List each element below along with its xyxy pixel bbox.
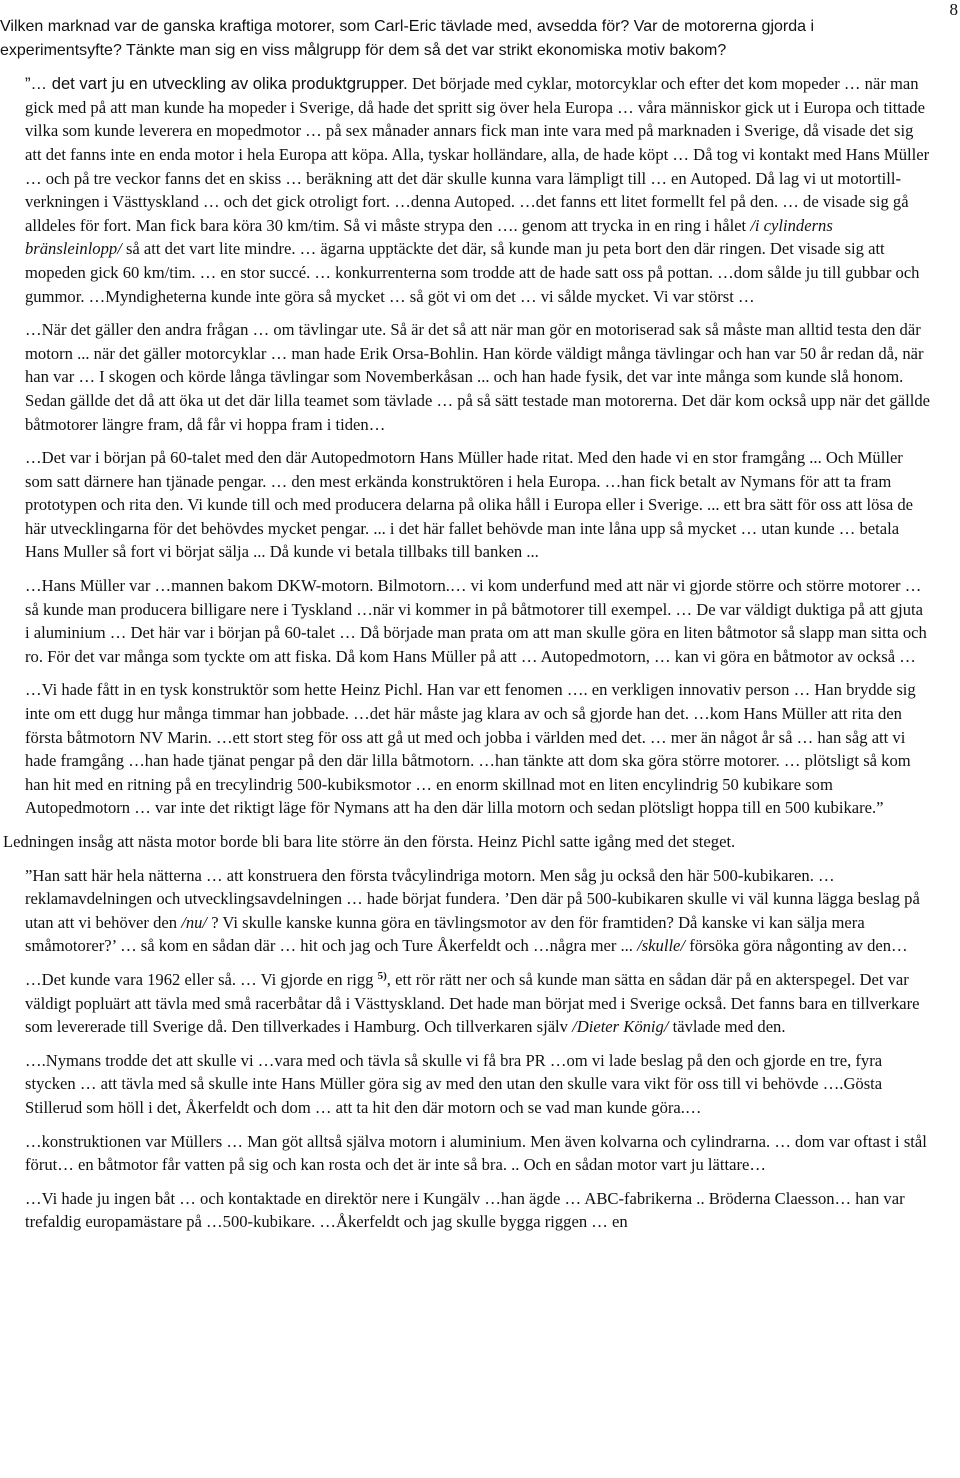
text-run: …Vi hade ju ingen båt … och kontaktade en direktör nere i Kungälv …han ägde … ABC-fabrikerna .. Bröderna Claesson… han var trefaldig europamästare på …500-kubikare. …Åkerfeldt och jag skulle bygga riggen … en xyxy=(25,1188,905,1232)
text-run: så att det vart lite mindre. … ägarna upptäckte det där, så kunde man ju peta bort den där ringen. Det visade sig att mopeden gick 60 km/tim. … en stor succé. … konkurrenterna som trodde att de hade satt oss på pottan. …dom sålde ju till gubbar och gummor. …Myndigheterna kunde inte göra så mycket … så göt vi om det … vi sålde mycket. Vi var störst … xyxy=(25,239,920,306)
text-run: Vilken marknad var de ganska kraftiga motorer, som Carl-Eric tävlade med, avsedda för? Var de motorerna gjorda i experimentsyfte? Tänkte man sig en viss målgrupp för dem så det var strikt ekonomiska motiv bakom? xyxy=(0,18,815,59)
italic-text: /skulle/ xyxy=(637,936,686,956)
paragraph xyxy=(0,830,930,854)
page-number: 8 xyxy=(949,0,958,19)
text-run: …Det var i början på 60-talet med den där Autopedmotorn Hans Müller hade ritat. Med den hade vi en stor framgång ... Och Müller som satt därnere han tjänade pengar. … den mest erkända konstruktören i hela Europa. …han fick betalt av Nymans för att ta fram prototypen och rita den. Vi kunde till och med producera delarna på olika håll i Europa eller i Sverige. ... ett bra sätt för oss att lösa de här utvecklingarna för det behövdes mycket pengar. ... i det här fallet behövde man inte låna upp så mycket … utan kunde … betala Hans Muller så fort vi börjat sälja ... Då kunde vi betala tillbaks till banken ... xyxy=(25,448,914,562)
text-run: …Det kunde vara 1962 eller så. … Vi gjorde en rigg xyxy=(25,969,378,989)
paragraph xyxy=(0,72,930,308)
italic-text: /nu/ xyxy=(181,912,208,932)
text-run: …konstruktionen var Müllers … Man göt alltså själva motorn i aluminium. Men även kolvarna och cylindrarna. … dom var oftast i stål förut… en båtmotor får vatten på sig och kan rosta och det är inte så bra. .. Och en sådan motor vart ju lättare… xyxy=(25,1131,927,1175)
text-run: Det började med cyklar, motorcyklar och efter det kom mopeder … när man gick med på att man kunde ha mopeder i Sverige, då hade det spritt sig över hela Europa … våra människor gick ut i Europa och tittade vilka som kunde leverera en mopedmotor … på sex månader annars fick man inte vara med på marknaden i Sverige, då visade det sig att det fanns inte en enda motor i hela Europa att köpa. Alla, tyskar holländare, alla, de hade köpt … Då tog vi kontakt med Hans Müller … och på tre veckor fanns det en skiss … beräkning att det där skulle kunna vara lämpligt till … en Autoped. Då lag vi ut motortill-verkningen i Västtyskland … och det gick otroligt fort. …denna Autoped. …det fanns ett litet formellt fel på den. … de visade sig gå alldeles för fort. Man fick bara köra 30 km/tim. Så vi måste strypa den …. genom att trycka in en ring i hålet xyxy=(25,74,930,235)
paragraph xyxy=(0,318,930,436)
paragraph xyxy=(0,574,930,668)
text-run: …Hans Müller var …mannen bakom DKW-motorn. Bilmotorn.… vi kom underfund med att när vi gjorde större och större motorer … så kunde man producera billigare nere i Tyskland …när vi kommer in på båtmotorer till exempel. … De var väldigt duktiga på att gjuta i aluminium … Det här var i början på 60-talet … Då började man prata om att man skulle göra en liten båtmotor så slapp man sitta och ro. För det var många som tyckte om att fiska. Då kom Hans Müller på att … Autopedmotorn, … kan vi göra en båtmotor av också … xyxy=(25,576,927,666)
paragraph xyxy=(0,1130,930,1177)
paragraph xyxy=(0,15,930,62)
paragraph xyxy=(0,864,930,958)
text-run: ”Han satt här hela nätterna … att konstruera den första tvåcylindriga motorn. Men såg ju också den här 500-kubikaren. …reklamavdelningen och utvecklingsavdelningen … hade börjat fundera. ’Den där på 500-kubikaren skulle vi väl kunna lägga beslag på utan att vi behöver den xyxy=(25,865,920,932)
text-run: …Vi hade fått in en tysk konstruktör som hette Heinz Pichl. Han var ett fenomen …. en verkligen innovativ person … Han brydde sig inte om ett dugg hur många timmar han jobbade. …det här måste jag klara av och så gjorde han det. …kom Hans Müller att rita den första båtmotorn NV Marin. …ett stort steg för oss att gå ut med och jobba i världen med det. … mer än något år så … han såg att vi hade framgång …han hade tjänat pengar på den där lilla båtmotorn. …han tänkte att dom ska göra större motorer. … plötsligt så kom han hit med en ritning på en trecylindrig 500-kubiksmotor … en enorm skillnad mot en liten encylindrig 50 kubikare som Autopedmotorn … var inte det riktigt läge för Nymans att ha den där lilla motorn och sedan plötsligt hoppa till en 500 kubikare.” xyxy=(25,680,916,818)
footnote-marker: 5) xyxy=(377,969,387,982)
text-run: …När det gäller den andra frågan … om tävlingar ute. Så är det så att när man gör en motoriserad sak så måste man alltid testa den där motorn ... när det gäller motorcyklar … man hade Erik Orsa-Bohlin. Han körde väldigt många tävlingar och han var 50 år redan då, när han var … I skogen och körde långa tävlingar som Novemberkåsan ... och han hade fysik, det var inte många som kunde slå honom. Sedan gällde det då att öka ut det där lilla teamet som tävlade … på så sätt testade man motorerna. Det där kom också upp när det gällde båtmotorer längre fram, då får vi hoppa fram i tiden… xyxy=(25,320,930,434)
text-run: försöka göra någonting av den… xyxy=(685,936,908,956)
text-run: ….Nymans trodde det att skulle vi …vara med och tävla så skulle vi få bra PR …om vi lade beslag på den och gjorde en tre, fyra stycken … att tävla med så skulle inte Hans Müller göra sig av med den utan den skulle vara vikt för oss till vi behövde ….Gösta Stillerud som höll i det, Åkerfeldt och dom … att ta hit den där motorn och se vad man kunde göra.… xyxy=(25,1050,883,1117)
paragraph xyxy=(0,678,930,820)
document-body xyxy=(0,15,930,1234)
text-run: Ledningen insåg att nästa motor borde bli bara lite större än den första. Heinz Pichl satte igång med det steget. xyxy=(3,832,736,851)
text-run: , ett rör rätt ner och så kunde man sätta en sådan där på en akterspegel. Det var väldigt popluärt att tävla med små racerbåtar då i Västtyskland. Det hade man börjat med i Sverige också. Det fanns bara en tillverkare som levererade till Sverige då. Den tillverkades i Hamburg. Och tillverkaren själv xyxy=(25,969,920,1037)
italic-text: /Dieter König/ xyxy=(572,1017,669,1037)
paragraph xyxy=(0,1049,930,1120)
paragraph xyxy=(0,446,930,564)
paragraph xyxy=(0,968,930,1039)
text-run: tävlade med den. xyxy=(668,1017,786,1037)
text-run: ? Vi skulle kanske kunna göra en tävlingsmotor av den för framtiden? Då kanske vi kan sälja mera småmotorer?’ … så kom en sådan där … hit och jag och Ture Åkerfeldt och …några mer ... xyxy=(25,912,865,956)
text-run: ”… det vart ju en utveckling av olika produktgrupper. xyxy=(25,74,408,94)
italic-text: /i cylinderns bränsleinlopp/ xyxy=(25,215,833,259)
paragraph xyxy=(0,1187,930,1234)
